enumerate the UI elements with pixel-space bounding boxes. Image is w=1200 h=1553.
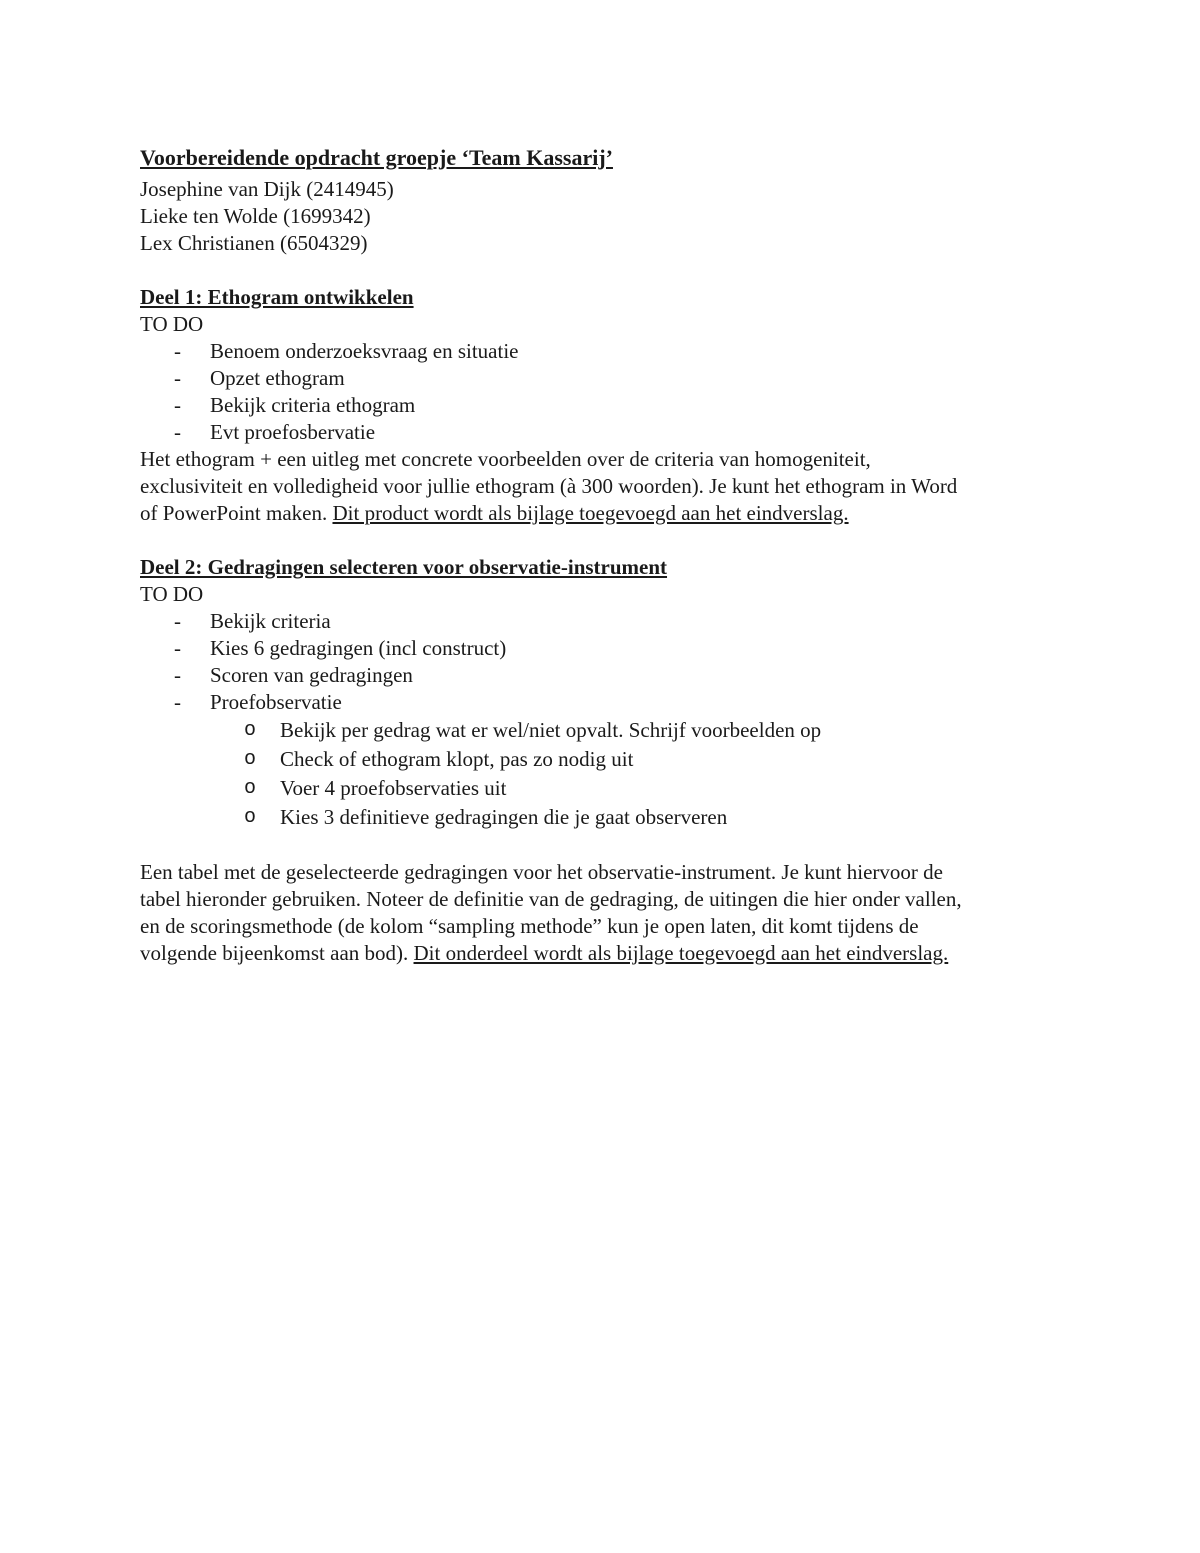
paragraph-text: volgende bijeenkomst aan bod). [140,941,414,965]
underlined-note: Dit onderdeel wordt als bijlage toegevoegd aan het eindverslag. [413,941,949,965]
spacer [140,527,1080,554]
member-name: Lex Christianen (6504329) [140,231,368,255]
paragraph-line [140,500,1080,527]
list-item [140,608,1080,635]
part-2-todo-label: TO DO [140,582,204,606]
part-1-paragraph [140,446,1080,527]
list-item-text: Benoem onderzoeksvraag en situatie [210,339,519,363]
list-item [140,662,1080,689]
list-item [140,365,1080,392]
list-item-text: Scoren van gedragingen [210,663,413,687]
dash-bullet: - [174,636,181,660]
document-page [140,140,1080,967]
sub-list-item-text: Check of ethogram klopt, pas zo nodig uit [280,747,634,771]
list-item [140,689,1080,716]
paragraph-line: exclusiviteit en volledigheid voor jullie ethogram (à 300 woorden). Je kunt het ethogram in Word [140,474,958,498]
sub-list-item-text: Voer 4 proefobservaties uit [280,776,507,800]
dash-bullet: - [174,690,181,714]
list-item-text: Bekijk criteria [210,609,331,633]
part-1-todo-label: TO DO [140,312,204,336]
paragraph-line [140,940,1080,967]
dash-bullet: - [174,339,181,363]
part-2-section [140,554,1080,967]
part-1-todo-list [140,338,1080,446]
document-title: Voorbereidende opdracht groepje ‘Team Kassarij’ [140,145,613,170]
sub-list-item-text: Bekijk per gedrag wat er wel/niet opvalt. Schrijf voorbeelden op [280,718,822,742]
part-2-heading: Deel 2: Gedragingen selecteren voor observatie-instrument [140,555,668,579]
list-item-text: Proefobservatie [210,690,342,714]
paragraph-line: Een tabel met de geselecteerde gedragingen voor het observatie-instrument. Je kunt hiervoor de [140,860,943,884]
member-name: Josephine van Dijk (2414945) [140,177,394,201]
sub-list-item [140,745,1080,774]
dash-bullet: - [174,609,181,633]
paragraph-line: Het ethogram + een uitleg met concrete voorbeelden over de criteria van homogeniteit, [140,447,871,471]
list-item [140,419,1080,446]
spacer [140,832,1080,859]
list-item [140,392,1080,419]
circle-bullet: o [244,748,257,771]
sub-list-item [140,774,1080,803]
circle-bullet: o [244,719,257,742]
dash-bullet: - [174,393,181,417]
circle-bullet: o [244,806,257,829]
part-2-sub-list [140,716,1080,832]
member-list [140,176,1080,257]
sub-list-item [140,716,1080,745]
part-1-section [140,284,1080,527]
paragraph-line: tabel hieronder gebruiken. Noteer de definitie van de gedraging, de uitingen die hier onder vallen, [140,887,962,911]
list-item-text: Opzet ethogram [210,366,345,390]
part-2-todo-list [140,608,1080,716]
spacer [140,257,1080,284]
sub-list-item-text: Kies 3 definitieve gedragingen die je gaat observeren [280,805,728,829]
paragraph-line: en de scoringsmethode (de kolom “sampling methode” kun je open laten, dit komt tijdens de [140,914,919,938]
part-1-heading: Deel 1: Ethogram ontwikkelen [140,285,414,309]
list-item-text: Kies 6 gedragingen (incl construct) [210,636,507,660]
member-name: Lieke ten Wolde (1699342) [140,204,371,228]
list-item [140,635,1080,662]
circle-bullet: o [244,777,257,800]
paragraph-text: of PowerPoint maken. [140,501,333,525]
dash-bullet: - [174,663,181,687]
underlined-note: Dit product wordt als bijlage toegevoegd aan het eindverslag. [332,501,849,525]
dash-bullet: - [174,420,181,444]
part-2-paragraph [140,859,1080,967]
list-item-text: Bekijk criteria ethogram [210,393,416,417]
list-item-text: Evt proefosbervatie [210,420,376,444]
sub-list-item [140,803,1080,832]
list-item [140,338,1080,365]
dash-bullet: - [174,366,181,390]
